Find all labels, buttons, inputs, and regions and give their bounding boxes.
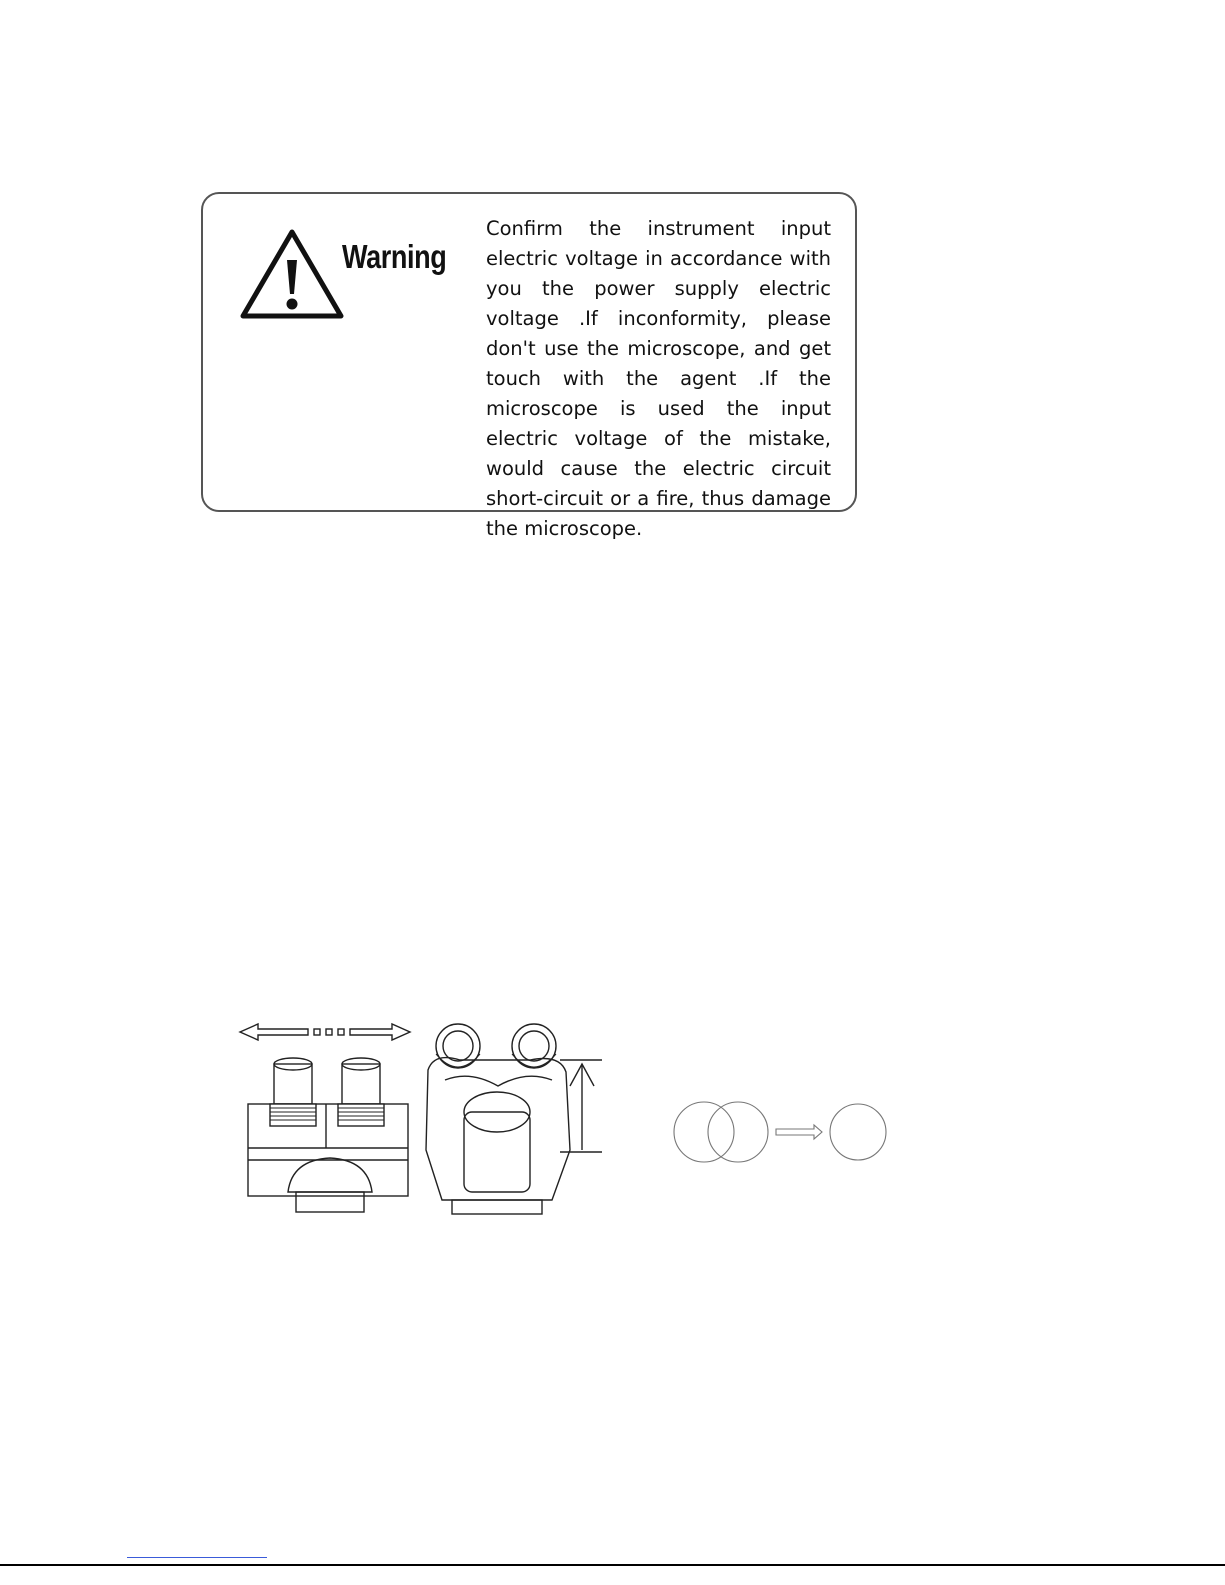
warning-text: Confirm the instrument input electric voltage in accordance with you the power supply electric voltage .If inconformity, please don't use the microscope, and get touch with the agent .If the microscope is used the input electric voltage of the mistake, would cause the electric circuit short-circuit or a fire, thus damage the microscope. bbox=[486, 217, 831, 540]
footer-link-underline bbox=[127, 1557, 267, 1558]
footer-rule bbox=[0, 1564, 1225, 1566]
warning-triangle-icon bbox=[237, 226, 347, 324]
warning-box bbox=[201, 192, 857, 540]
warning-heading: Warning bbox=[342, 238, 447, 275]
image-merge-illustration bbox=[674, 1102, 886, 1162]
eyepiece-adjustment-figure bbox=[230, 1020, 900, 1220]
interpupillary-adjustment-illustration bbox=[240, 1024, 410, 1212]
eyepiece-height-illustration bbox=[426, 1024, 602, 1214]
